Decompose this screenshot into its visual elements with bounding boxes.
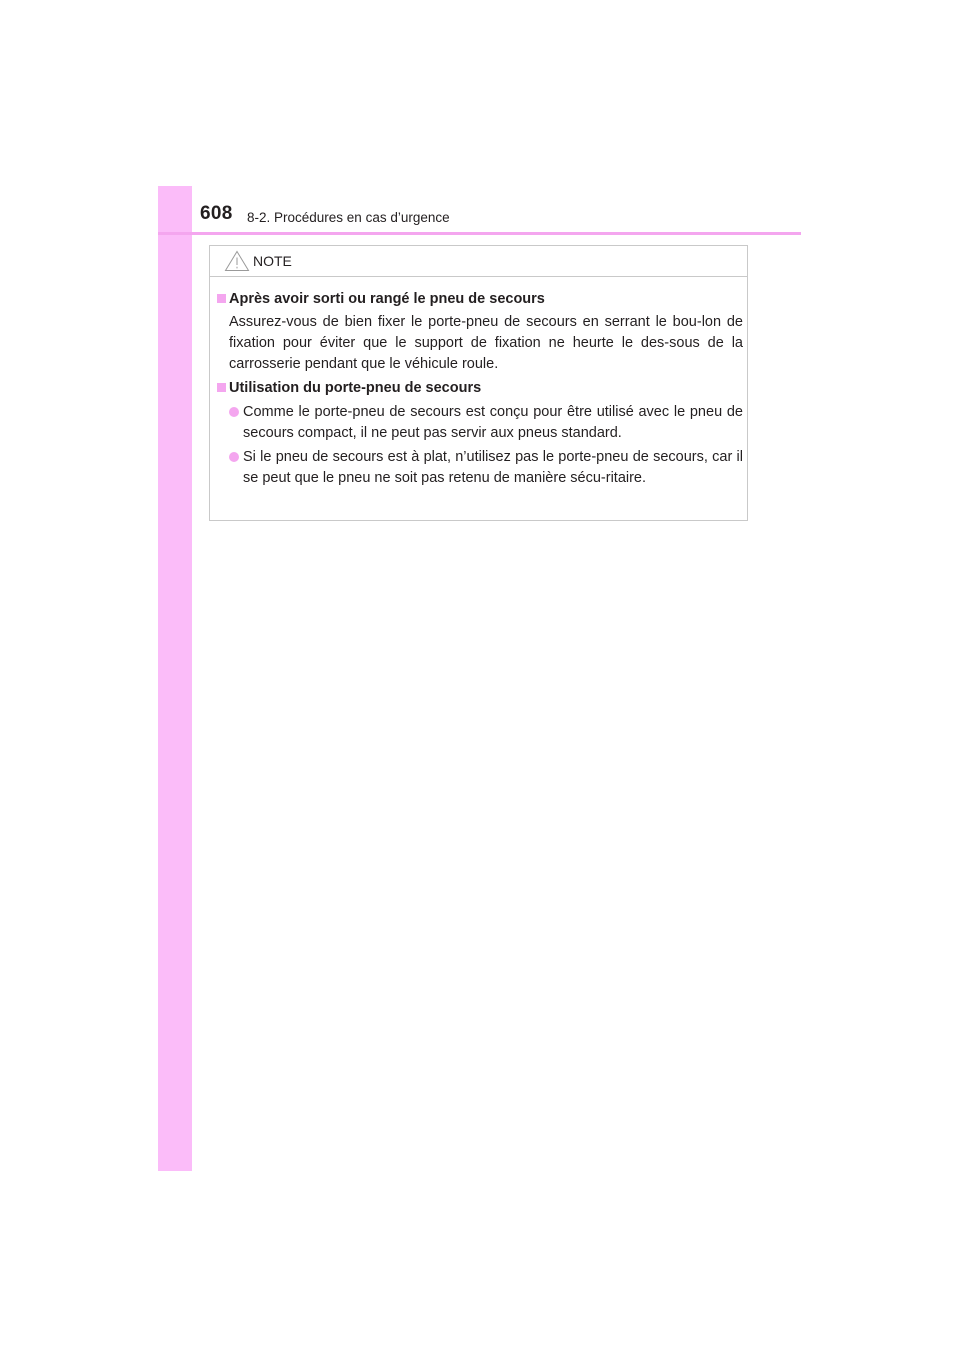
note-label: NOTE [253, 253, 292, 269]
note-box [209, 245, 748, 521]
warning-triangle-icon [224, 250, 250, 272]
side-tab [158, 186, 192, 1171]
round-bullet-icon [229, 452, 239, 462]
square-bullet-icon [217, 383, 226, 392]
section-paragraph: Assurez-vous de bien fixer le porte-pneu de secours en serrant le bou-lon de fixation pour éviter que le support de fixation ne heurte le des-sous de la carrosserie pendant que le véhicule roule. [229, 314, 743, 372]
square-bullet-icon [217, 294, 226, 303]
header-rule [158, 232, 801, 235]
note-header [210, 246, 747, 277]
note-section-storage [216, 288, 743, 375]
round-bullet-icon [229, 407, 239, 417]
section-heading-text: Après avoir sorti ou rangé le pneu de secours [229, 291, 545, 307]
note-body [216, 288, 743, 492]
note-section-usage [216, 377, 743, 489]
section-heading [216, 288, 743, 310]
bullet-text: Si le pneu de secours est à plat, n’utilisez pas le porte-pneu de secours, car il se peut que le pneu ne soit pas retenu de manière sécu-ritaire. [243, 449, 743, 486]
section-heading-text: Utilisation du porte-pneu de secours [229, 380, 482, 396]
page-number: 608 [200, 203, 233, 224]
section-title: 8-2. Procédures en cas d’urgence [247, 210, 450, 225]
section-heading [216, 377, 743, 399]
bullet-item [216, 402, 743, 444]
bullet-item [216, 447, 743, 489]
bullet-text: Comme le porte-pneu de secours est conçu pour être utilisé avec le pneu de secours compact, il ne peut pas servir aux pneus standard. [243, 404, 743, 441]
